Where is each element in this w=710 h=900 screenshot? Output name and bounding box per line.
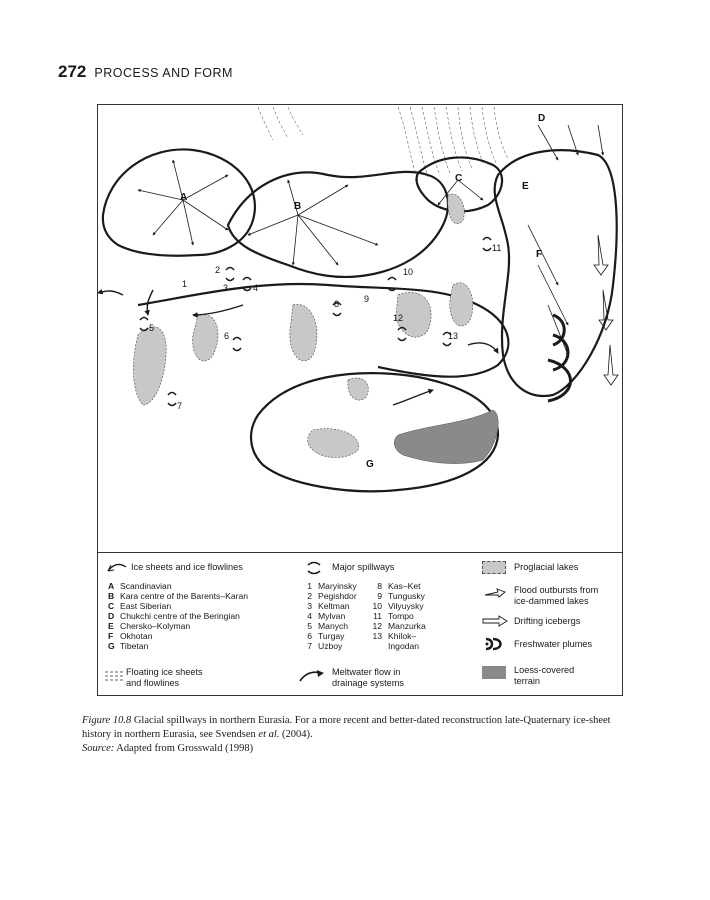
freshwater-plumes [548, 315, 571, 401]
legend-spillway-item: 11 Tompo [373, 611, 414, 621]
legend-spillway-item: 8 Kas–Ket [377, 581, 421, 591]
map-spillway-6: 6 [224, 331, 230, 341]
legend-spillway-item: Ingodan [388, 641, 420, 651]
map-spillway-9: 9 [364, 294, 370, 304]
legend-ice-item: B Kara centre of the Barents–Karan [108, 591, 249, 601]
legend-spillway-item: 5 Manych [307, 621, 349, 631]
caption-et-al: et al. [258, 729, 280, 740]
map-spillway-2: 2 [215, 265, 221, 275]
legend-flood-outbursts: Flood outbursts from ice-dammed lakes [514, 585, 599, 606]
legend-spillway-item: 1 Maryinsky [307, 581, 357, 591]
map-spillway-13: 13 [448, 331, 459, 341]
legend-spillway-item: 9 Tungusky [377, 591, 425, 601]
map-spillway-11: 11 [492, 243, 502, 253]
legend-ice-item: G Tibetan [108, 641, 149, 651]
map-label-c: C [455, 173, 463, 184]
map-label-a: A [180, 192, 188, 203]
legend-ice-item: E Chersko–Kolyman [108, 621, 191, 631]
legend-loess-terrain: Loess-covered terrain [514, 665, 575, 686]
figure-frame [97, 104, 623, 696]
map-spillway-5: 5 [149, 323, 155, 333]
proglacial-lake-swatch [482, 561, 506, 574]
page-header [58, 62, 233, 82]
figure-label: Figure 10.8 [82, 715, 132, 726]
map-label-d: D [538, 113, 546, 124]
legend-ice-item: C East Siberian [108, 601, 172, 611]
map-label-e: E [522, 181, 529, 192]
flood-outburst-icon [484, 587, 506, 599]
legend-ice-item: A Scandinavian [108, 581, 172, 591]
map-spillway-12: 12 [393, 313, 404, 323]
caption-text: Glacial spillways in northern Eurasia. For a more recent and better-dated reconstruction late-Quaternary ice-sheet history in northern Eurasia, see Svendsen [82, 715, 611, 740]
floating-ice-symbol [104, 669, 126, 683]
map-spillway-7: 7 [177, 401, 183, 411]
legend-meltwater-flow: Meltwater flow in drainage systems [332, 667, 405, 688]
page-number: 272 [58, 62, 87, 81]
legend-spillway-item: 3 Keltman [307, 601, 350, 611]
legend-ice-item: F Okhotan [108, 631, 153, 641]
ice-sheet-def [495, 150, 617, 396]
legend-drifting-icebergs: Drifting icebergs [514, 616, 581, 626]
floating-ice-hatch [258, 107, 508, 180]
source-label: Source: [82, 743, 115, 754]
proglacial-lakes [133, 194, 472, 457]
map-label-b: B [294, 201, 302, 212]
loess-swatch [482, 666, 506, 679]
map-spillway-10: 10 [403, 267, 414, 277]
source-text: Adapted from Grosswald (1998) [114, 743, 254, 754]
loess-terrain [394, 410, 498, 464]
map-label-g: G [366, 459, 374, 470]
map-spillway-1: 1 [182, 279, 188, 289]
legend-spillway-item: 7 Uzboy [307, 641, 343, 651]
legend-spillway-item: 4 Mylvan [307, 611, 346, 621]
map-spillway-3: 3 [223, 283, 229, 293]
map-spillway-4: 4 [253, 283, 259, 293]
ice-flowline-symbol [106, 561, 128, 573]
legend-spillway-item: 2 Pegishdor [307, 591, 357, 601]
caption-year: (2004). [279, 729, 313, 740]
glacial-map [98, 105, 622, 551]
ice-sheet-a [103, 149, 255, 255]
ice-sheet-b [228, 172, 448, 277]
freshwater-plume-icon [482, 637, 508, 651]
legend-spillway-item: 6 Turgay [307, 631, 345, 641]
legend-ice-sheets-title: Ice sheets and ice flowlines [131, 562, 243, 572]
legend-ice-item: D Chukchi centre of the Beringian [108, 611, 240, 621]
legend-spillways-title: Major spillways [332, 562, 395, 572]
running-title: PROCESS AND FORM [94, 66, 233, 80]
legend-freshwater-plumes: Freshwater plumes [514, 639, 593, 649]
map-legend [98, 553, 622, 695]
figure-caption [82, 714, 642, 756]
drifting-iceberg-icon [482, 615, 508, 627]
spillway-symbol [306, 561, 322, 575]
legend-proglacial-lakes: Proglacial lakes [514, 562, 579, 572]
drifting-icebergs [594, 235, 618, 385]
map-label-f: F [536, 249, 543, 260]
legend-floating-ice: Floating ice sheets and flowlines [126, 667, 203, 688]
legend-spillway-item: 10 Vilyuysky [372, 601, 424, 611]
meltwater-symbol [298, 669, 326, 683]
legend-spillway-item: 12 Manzurka [372, 621, 426, 631]
map-spillway-8: 8 [334, 299, 340, 309]
legend-spillway-item: 13 Khilok– [372, 631, 417, 641]
